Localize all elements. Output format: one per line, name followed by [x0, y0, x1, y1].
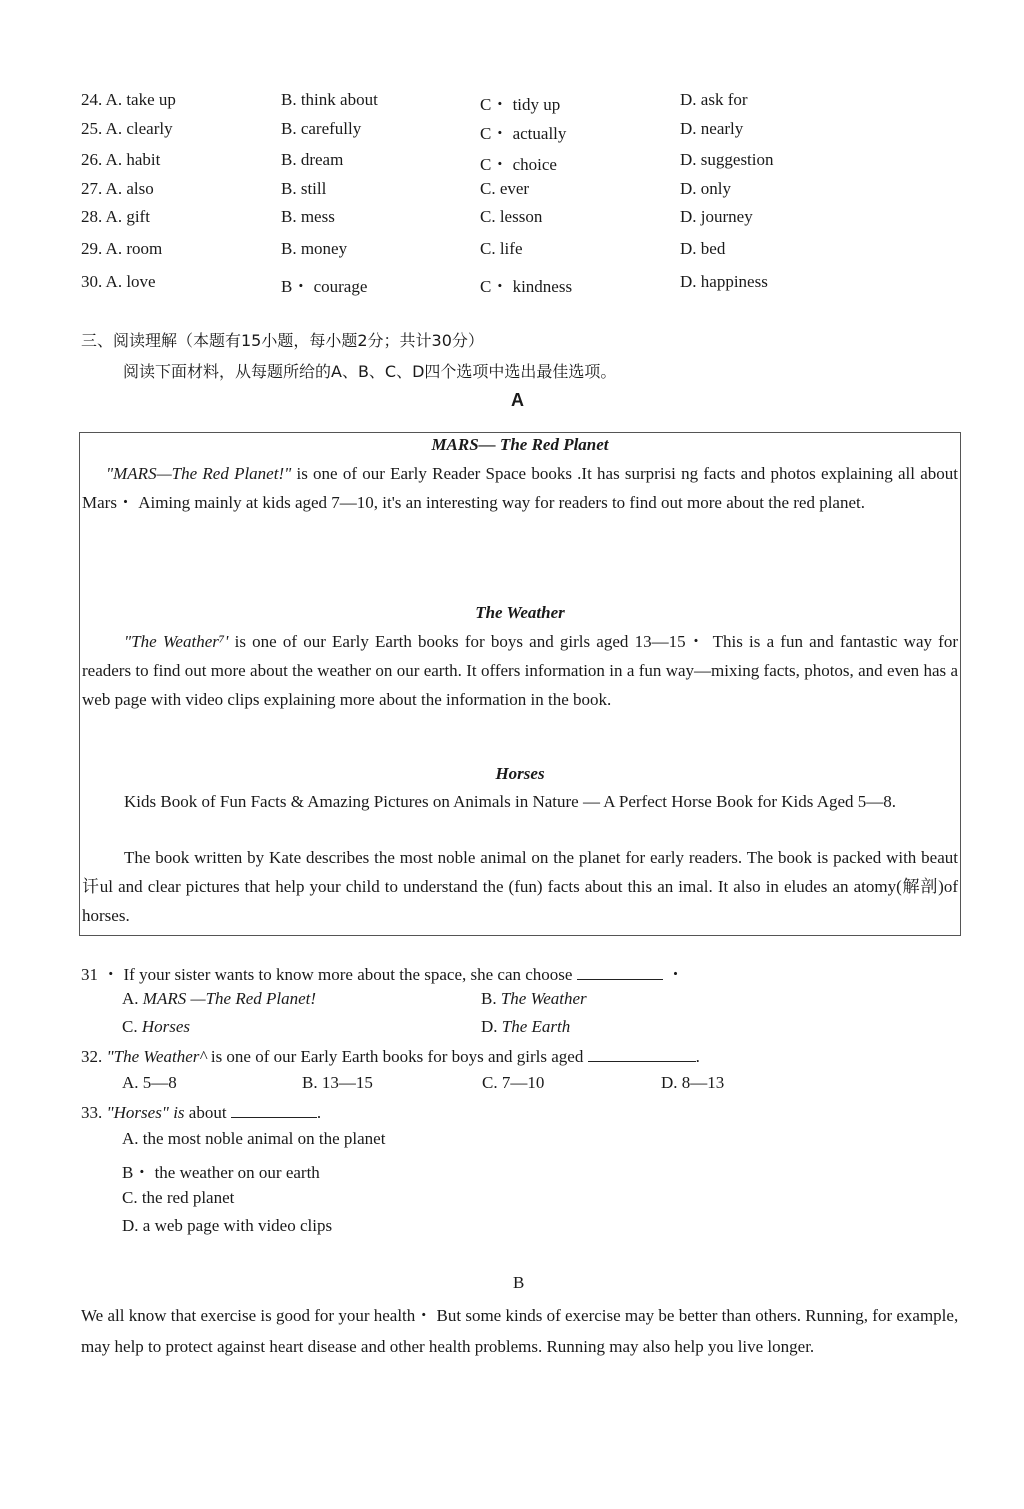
option-a: 30. A. love [81, 272, 156, 291]
book-description [82, 843, 958, 930]
option-d: D. bed [680, 239, 726, 258]
question-end: . [695, 1047, 700, 1066]
option-c: C・ tidy up [480, 95, 561, 114]
option-c: C・ actually [480, 124, 567, 143]
book-name: "MARS—The Red Planet!" [106, 464, 292, 483]
option-b: B. The Weather [481, 989, 587, 1008]
passage-a-box [79, 432, 961, 936]
option-a: A. the most noble animal on the planet [122, 1129, 386, 1148]
option-a: 25. A. clearly [81, 119, 173, 138]
option-d: D. a web page with video clips [122, 1216, 333, 1235]
option-a: 24. A. take up [81, 90, 176, 109]
option-a: 26. A. habit [81, 150, 161, 169]
option-a: 27. A. also [81, 179, 154, 198]
option-b: B・ the weather on our earth [122, 1163, 320, 1182]
option-d: D. journey [680, 207, 753, 226]
option-c: C・ kindness [480, 277, 573, 296]
answer-blank[interactable] [588, 1045, 696, 1062]
option-row [81, 207, 941, 231]
question-stem: 31 ・ If your sister wants to know more about the space, she can choose [81, 965, 573, 984]
option-b: B. carefully [281, 119, 362, 138]
option-row [81, 179, 941, 203]
book-text: Kids Book of Fun Facts & Amazing Pictures on Animals in Nature — A Perfect Horse Book for Kids Aged 5—8. [124, 792, 897, 811]
option-a: A. 5—8 [122, 1073, 177, 1092]
option-b: B・ courage [281, 277, 368, 296]
question-number: 32. [81, 1047, 103, 1066]
option-b: B. still [281, 179, 327, 198]
book-title: Horses [495, 764, 545, 783]
option-d: D. happiness [680, 272, 768, 291]
book-name: "The Weather⁷' [124, 632, 229, 651]
book-text: The book written by Kate describes the most noble animal on the planet for early readers. The book is packed with beaut讦ul and clear pictures that help your child to understand the (fun) facts about this an imal. It also in eludes an atomy(解剖)of horses. [82, 848, 958, 925]
question-end: . [316, 1103, 322, 1122]
question-stem: about [184, 1103, 227, 1122]
option-c: C. Horses [122, 1017, 191, 1036]
book-text: is one of our Early Reader Space books .It has surprisi ng facts and photos explaining all about Mars・ Aiming mainly at kids aged 7—10, it's an interesting way for readers to find out more about the red planet. [82, 464, 958, 512]
option-d: D. suggestion [680, 150, 774, 169]
option-c: C. the red planet [122, 1188, 235, 1207]
option-c: C. ever [480, 179, 530, 198]
question-end: ・ [666, 965, 684, 984]
answer-blank[interactable] [577, 963, 663, 980]
book-description [82, 787, 958, 816]
answer-blank[interactable] [231, 1101, 317, 1118]
option-b: B. 13—15 [302, 1073, 373, 1092]
option-d: D. nearly [680, 119, 744, 138]
book-title: MARS— The Red Planet [431, 435, 609, 454]
question-33 [81, 1101, 321, 1123]
option-b: B. think about [281, 90, 378, 109]
section-title: 三、阅读理解（本题有15小题，每小题2分；共计30分） [81, 331, 484, 350]
passage-b-label: B [513, 1273, 525, 1292]
option-b: B. mess [281, 207, 335, 226]
option-b: B. money [281, 239, 348, 258]
question-stem: is one of our Early Earth books for boys and girls aged [206, 1047, 584, 1066]
option-d: D. 8—13 [661, 1073, 725, 1092]
question-book: "The Weather^ [106, 1047, 207, 1066]
option-a: 29. A. room [81, 239, 163, 258]
option-row [81, 90, 941, 114]
question-number: 33. [81, 1103, 103, 1122]
option-d: D. The Earth [481, 1017, 571, 1036]
option-b: B. dream [281, 150, 344, 169]
option-row [81, 272, 941, 296]
book-description [82, 627, 958, 714]
option-d: D. ask for [680, 90, 748, 109]
option-c: C. 7—10 [482, 1073, 545, 1092]
book-description [82, 459, 958, 517]
option-c: C. life [480, 239, 523, 258]
option-row [81, 150, 941, 174]
option-c: C・ choice [480, 155, 557, 174]
option-row [81, 239, 941, 263]
book-text: is one of our Early Earth books for boys and girls aged 13—15・ This is a fun and fantastic way for readers to find out more about the weather on our earth. It offers information in a fun way—mixing facts, photos, and even has a web page with video clips explaining more about the information in the book. [82, 632, 958, 709]
question-31 [81, 960, 684, 985]
option-d: D. only [680, 179, 731, 198]
passage-b-text: We all know that exercise is good for your health・ But some kinds of exercise may be better than others. Running, for example, may help to protect against heart disease and other health problems. Running may also help you live longer. [81, 1306, 959, 1356]
passage-a-label: A [511, 390, 524, 410]
question-book: "Horses" is [106, 1103, 185, 1122]
option-c: C. lesson [480, 207, 543, 226]
option-row [81, 119, 941, 143]
option-a-text: A. MARS —The Red Planet! [122, 989, 317, 1008]
question-32 [81, 1045, 700, 1067]
book-title: The Weather [475, 603, 565, 622]
section-instruction: 阅读下面材料，从每题所给的A、B、C、D四个选项中选出最佳选项。 [123, 362, 617, 381]
option-a: 28. A. gift [81, 207, 150, 226]
